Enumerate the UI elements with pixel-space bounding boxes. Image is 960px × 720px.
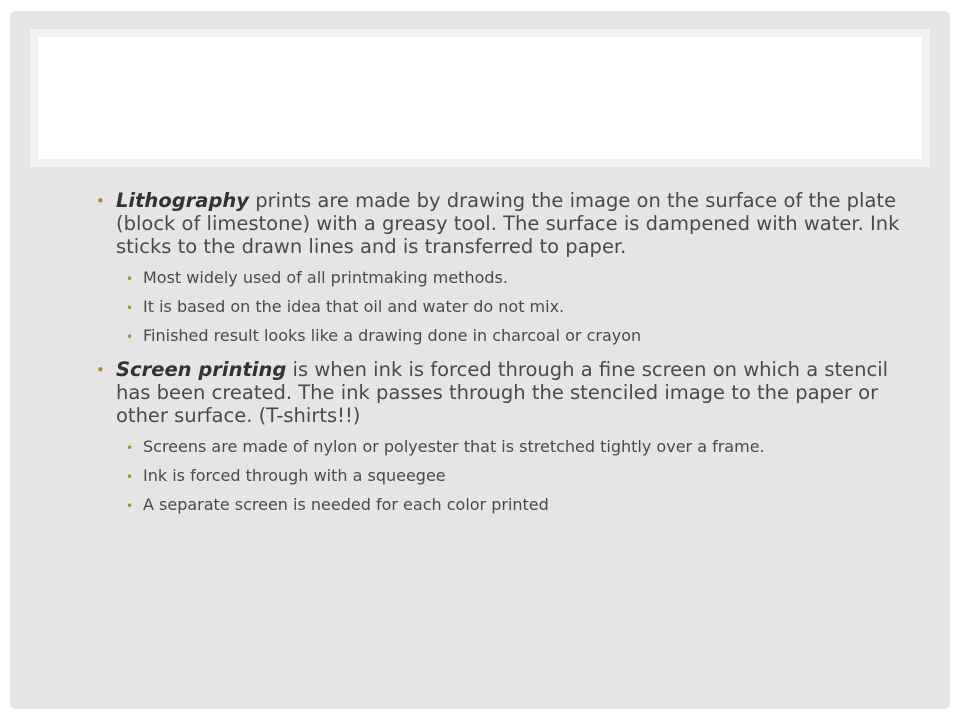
title-placeholder	[30, 29, 930, 167]
sub-bullet-item	[126, 437, 916, 457]
bullet-item-screen-printing	[96, 358, 916, 427]
sub-bullet-text: Screens are made of nylon or polyester that is stretched tightly over a frame.	[143, 437, 765, 456]
slide-body	[96, 189, 916, 524]
sub-bullet-item	[126, 466, 916, 486]
slide	[10, 11, 950, 709]
bullet-icon: •	[126, 272, 134, 286]
sub-bullet-text: It is based on the idea that oil and water do not mix.	[143, 297, 565, 316]
sub-bullet-text: Finished result looks like a drawing done in charcoal or crayon	[143, 326, 642, 345]
sub-bullet-text: Ink is forced through with a squeegee	[143, 466, 446, 485]
bullet-icon: •	[126, 330, 134, 344]
sub-bullet-item	[126, 297, 916, 317]
sub-bullet-item	[126, 326, 916, 346]
term-screen-printing: Screen printing	[116, 358, 287, 381]
sub-bullet-item	[126, 495, 916, 515]
sub-bullet-text: A separate screen is needed for each color printed	[143, 495, 549, 514]
bullet-icon: •	[96, 361, 105, 379]
bullet-icon: •	[126, 441, 134, 455]
bullet-icon: •	[126, 301, 134, 315]
bullet-icon: •	[126, 499, 134, 513]
bullet-icon: •	[126, 470, 134, 484]
text-lithography: prints are made by drawing the image on the surface of the plate (block of limestone) with a greasy tool. The surface is dampened with water. Ink sticks to the drawn lines and is transferred to paper.	[116, 189, 900, 258]
text-screen-printing: is when ink is forced through a fine screen on which a stencil has been created. The ink passes through the stenciled image to the paper or other surface. (T-shirts!!)	[116, 358, 889, 427]
bullet-icon: •	[96, 192, 105, 210]
term-lithography: Lithography	[116, 189, 249, 212]
sub-bullet-item	[126, 268, 916, 288]
sub-bullet-text: Most widely used of all printmaking methods.	[143, 268, 508, 287]
bullet-item-lithography	[96, 189, 916, 258]
